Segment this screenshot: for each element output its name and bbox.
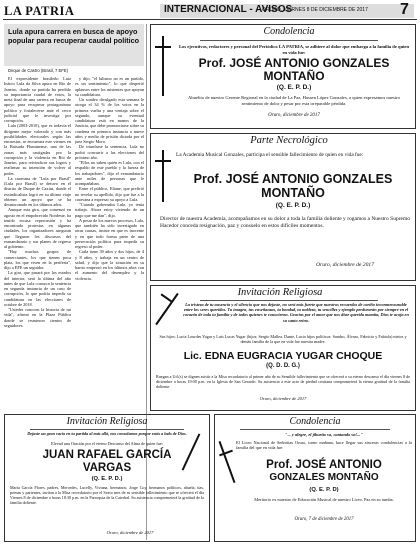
paragraph: Carla tiene 39 años y dos hijos, de 4 y 8 años, y trabaja en un centro de salud, y dijo que la situación en su barrio empeoró en los últimos años con el aumento del desempleo y la violencia.: [75, 249, 144, 281]
title-underline: [240, 429, 390, 430]
notice-title: Invitación Religiosa: [66, 416, 148, 427]
rip-label: (Q. E. P. D.): [276, 84, 312, 91]
cross-icon: [162, 36, 164, 96]
cross-icon-bar: [155, 46, 171, 48]
notice-title: Condolencia: [289, 416, 341, 427]
deceased-name-line2: MONTAÑO: [263, 69, 325, 83]
paragraph: Entre el público, Eliane, que prefirió no revelar su apellido, dijo que fue a la caravana a expresar su apoyo a Lula.: [75, 186, 144, 202]
notice-body: Ruegan a Ud.(s) se dignen asistir a la Misa recordatorio al primer año de su Sensible fallecimiento que se ofrecerá a su eterno descanso el día viernes 8 de diciembre a horas 19:00 p.m. en la Iglesia de San Gerardo. Su asistencia a este acto de piedad cristiana comprometerá la eterna gratitud de la familia doliente.: [156, 374, 410, 389]
paragraph: Un sondeo divulgado esta semana le otorga el 34 % de los votos en la primera vuelta y una ventaja sobre el segundo, aunque su eventual candidatura está en manos de la Justicia, que debe pronunciarse sobre su condena en primera instancia a nueve años y medio de prisión dictada por el juez Sergio Moro.: [75, 97, 144, 144]
title-underline: [30, 429, 184, 430]
article-headline: Lula apura carrera en busca de apoyo popular para recuperar caudal político: [8, 27, 140, 46]
paragraph: "Hay muchos grupos de comerciantes, los que tienen poca plata, los que viven en la periferia", dijo a EFE un seguidor.: [4, 249, 71, 270]
deceased-name: JUAN RAFAEL GARCÍA: [42, 449, 172, 461]
paragraph: Lula (2003-2010), que es todavía el dirigente mejor valorado y con más posibilidades electorales según las encuestas, se encuentra este viernes en la Baixada Fluminense, una de las zonas más castigadas por la corrupción y la violencia en Río de Janeiro, para reivindicar sus logros y reafirmar su intención de volver al poder.: [4, 123, 71, 176]
notice-quote: La tristeza de tu ausencia y el silencio que nos dejaste, no será más fuerte que nuestros recuerdos de cariño inconmensurable entre los seres queridos. Tu imagen, tus enseñanzas, tu bondad, tu nobleza, tu sencillez y ejemplo perdurarán por siempre en el corazón de toda tu familia y de todos quienes te conocieron. Gracias por el amor que nos diste querida mamita, Dios te acoja en su santo reino.: [183, 302, 409, 323]
notice-date: Oruro, diciembre de 2017: [259, 396, 307, 401]
notice-intro: Los ejecutivos, redactores y personal del Periódico LA PATRIA, se adhiere al dolor que embarga a la familia de quien en vida fue:: [178, 44, 410, 55]
deceased-name-line2: VARGAS: [82, 462, 132, 474]
title-underline: [200, 300, 378, 301]
notice-quote: "... y alegre, el jiburito va, cantando va!...": [285, 432, 363, 437]
paragraph: El expresidente brasileño Luiz Inácio Lula da Silva apura en Río de Janeiro, donde su partido ha perdido su importancia caudal de votos, la meta final de una carrera en busca de apoyo para recuperar protagonismo político y fortalecerse ante el cerco judicial que le investiga por corrupción.: [4, 76, 71, 123]
top-rule: [3, 19, 417, 20]
paragraph: "Cuando gobernaba Lula, yo tenía trabajo. Ahora estoy viviendo de un pago que me dan", dijo.: [75, 202, 144, 218]
notice-body: Director de nuestra Academia, acompañamos en su dolor a toda la familia doliente y rogamos a Nuestro Supremo Hacedor conceda resignación, paz y consuelo en estos difíciles momentos.: [160, 216, 410, 229]
notice-intro: La Academia Musical Gonzales, participa el sensible fallecimiento de quien en vida fue:: [176, 152, 364, 158]
rip-label: (Q. E. P. D): [309, 487, 339, 493]
notice-date: Oruro, 7 de diciembre de 2017: [294, 517, 354, 522]
deceased-name: Prof. JOSÉ ANTONIO GONZALES: [198, 56, 390, 70]
paragraph: La gira, que pasará por los estados del interior, será la última del año antes de que Lula conozca la sentencia en segunda instancia de un caso de corrupción, lo que podría impedir su candidatura en las elecciones de octubre de 2018.: [4, 270, 71, 307]
rip-label: (Q. E. P. D.): [91, 476, 123, 482]
paragraph: La caravana de "Lula por Brasil" (Lula por Brasil) se detuvo en el distrito de Duque de Caxias, donde el exsindicalista logró en su último viaje obtener un apoyo que se ha desmoronado en los últimos años.: [4, 175, 71, 207]
notice-intro: El Liceo Nacional de Señoritas Oruro, turno mañana, hace llegar sus sinceras condolencias a la familia del que en vida fue:: [236, 440, 412, 451]
paragraph: De triunfarse la sentencia, Lula no podrá concurrir a las elecciones del próximo año.: [75, 144, 144, 160]
paper-name: LA PATRIA: [4, 4, 75, 18]
notice-family: Sus hijos: Lucia Lourdes Yugar y Luis Lucas Yugar (hijos: Sergio Mallea, Dante, Lucia hijos políticos: Sandro, Álvaro, Fabricio y Fabiola) nietos y demás familia de la que en vida fue nuestra madre.: [159, 334, 407, 344]
deceased-name-line2: GONZALES MONTAÑO: [269, 472, 379, 483]
deceased-name: Prof. JOSÉ ANTONIO GONZALES: [193, 172, 393, 186]
section-name: INTERNACIONAL - AVISOS: [164, 4, 293, 15]
notice-title: Parte Necrológico: [250, 135, 328, 146]
notice-quote: Dejaste un gran vacío en tu partida al más allá, nos consolamos porque estás a lado de Dios.: [27, 431, 187, 436]
issue-date: ORURO, VIERNES 8 DE DICIEMBRE DE 2017: [262, 7, 368, 13]
notice-title: Invitación Religiosa: [237, 287, 323, 298]
paragraph: y dijo, "el lulismo no es un partido, es un sentimiento", lo que despertó aplausos entre los asistentes que apoyan su candidatura.: [75, 76, 144, 97]
notice-date: Oruro, diciembre de 2017: [106, 530, 154, 535]
rip-label: (Q. D. D. G.): [266, 363, 300, 369]
paragraph: Aunque esta gira, que comenzó en agosto en el empobrecido Nordeste, ha tenido escasa repercusión y ha encontrado protestas en algunas ciudades, los organizadores aseguran que llegaron los discursos del exmandatario y sus planes de regreso al gobierno.: [4, 207, 71, 249]
notice-body: Abuelito de nuestro Gerente Regional en la ciudad de La Paz, Hassen López Gonzales, a quien expresamos nuestro sentimiento de dolor y pesar por esta irreparable pérdida.: [188, 95, 400, 106]
deceased-name-line2: MONTAÑO: [261, 186, 325, 200]
paragraph: "Ellos no saben quién es Lula, con el respaldo de este pueblo y la fuerza de los trabajadores", dijo el exmandatario ante miles de personas que le acompañaban.: [75, 160, 144, 186]
notice-body: María García Flores, padres, Mercedes, Lucelly, Viviana, hermanos; Jorge Coy, hermanos políticos, abuela, tías, primas y parientes, invitan a la Misa recordatorio por el Sexto mes de su sensible fallecimiento que se ofrecerá el día Viernes 8 de diciembre a horas 18:30 p.m. en la Parroquia de la Catedral. Su asistencia comprometerá la gratitud de la familia doliente.: [10, 485, 204, 505]
paragraph: "Ustedes conocen la historia de mi vida", afirmó en la Plaza Pública donde se reunieron cientos de seguidores.: [4, 307, 71, 328]
paragraph: A pesar de los nuevos procesos, Lula, que también ha sido investigado en otras causas, insiste en que es inocente y en que todo forma parte de una persecución política para impedir su regreso al poder.: [75, 217, 144, 249]
cross-icon: [162, 150, 164, 202]
title-underline: [200, 40, 378, 41]
deceased-name: Prof. JOSÉ ANTONIO: [266, 459, 382, 471]
deceased-name: Lic. EDNA EUGRACIA YUGAR CHOQUE: [183, 350, 383, 362]
notice-date: Oruro, diciembre de 2017: [268, 113, 320, 118]
article-byline: Dirque de Castro (Brasil, 7 EFE): [8, 68, 69, 73]
rip-label: (Q. E. P. D.): [275, 202, 311, 209]
page-number: 7: [400, 1, 409, 18]
notice-date: Oruro, diciembre de 2017: [316, 262, 374, 268]
notice-intro: Elevad una Oración por el eterno Descanso del Alma de quien fue:: [51, 441, 163, 446]
notice-title: Condolencia: [263, 26, 315, 37]
cross-icon-bar: [155, 160, 171, 162]
notice-body: Meritorio ex maestro de Educación Musical de nuestro Liceo. Paz en su tumba.: [254, 497, 394, 502]
